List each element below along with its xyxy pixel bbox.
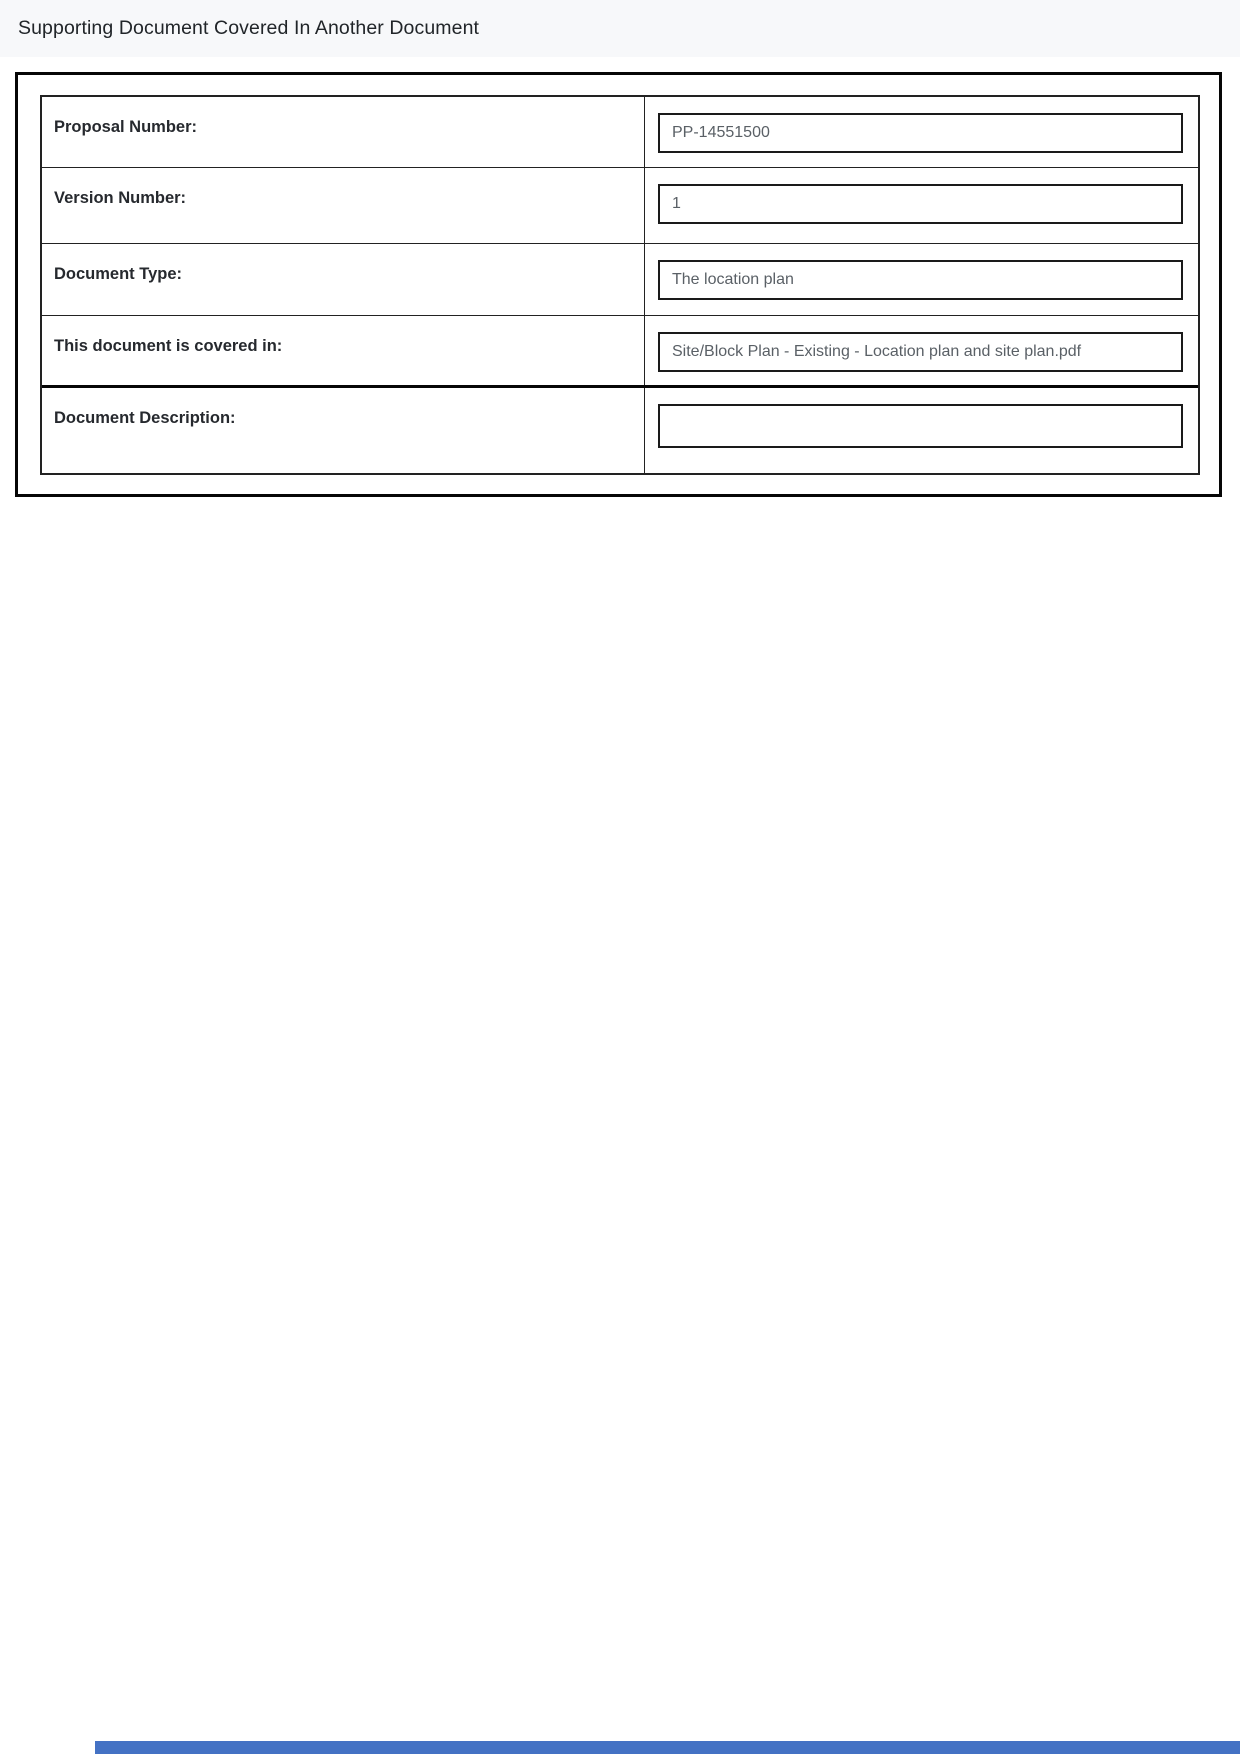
table-row bbox=[42, 243, 1198, 315]
document-description-value-cell bbox=[645, 388, 1198, 473]
document-type-label-cell bbox=[42, 244, 645, 315]
document-description-input[interactable] bbox=[658, 404, 1183, 448]
covered-in-label: This document is covered in: bbox=[54, 337, 283, 355]
proposal-number-value-cell bbox=[645, 97, 1198, 167]
covered-in-value-cell bbox=[645, 316, 1198, 385]
version-number-input[interactable] bbox=[658, 184, 1183, 224]
table-row bbox=[42, 167, 1198, 243]
covered-in-input[interactable] bbox=[658, 332, 1183, 372]
document-type-value-cell bbox=[645, 244, 1198, 315]
proposal-number-label: Proposal Number: bbox=[54, 118, 198, 136]
form-table bbox=[40, 95, 1200, 475]
form-container bbox=[15, 72, 1222, 497]
version-number-label: Version Number: bbox=[54, 189, 187, 207]
page-title: Supporting Document Covered In Another Document bbox=[18, 17, 480, 39]
covered-in-label-cell bbox=[42, 316, 645, 385]
document-type-input[interactable] bbox=[658, 260, 1183, 300]
proposal-number-input[interactable] bbox=[658, 113, 1183, 153]
table-row bbox=[42, 385, 1198, 473]
page-header bbox=[0, 0, 1240, 57]
document-type-label: Document Type: bbox=[54, 265, 183, 283]
proposal-number-label-cell bbox=[42, 97, 645, 167]
table-row bbox=[42, 97, 1198, 167]
version-number-label-cell bbox=[42, 168, 645, 243]
table-row bbox=[42, 315, 1198, 385]
document-description-label: Document Description: bbox=[54, 409, 236, 427]
footer-accent-bar bbox=[95, 1741, 1240, 1754]
version-number-value-cell bbox=[645, 168, 1198, 243]
document-description-label-cell bbox=[42, 388, 645, 473]
